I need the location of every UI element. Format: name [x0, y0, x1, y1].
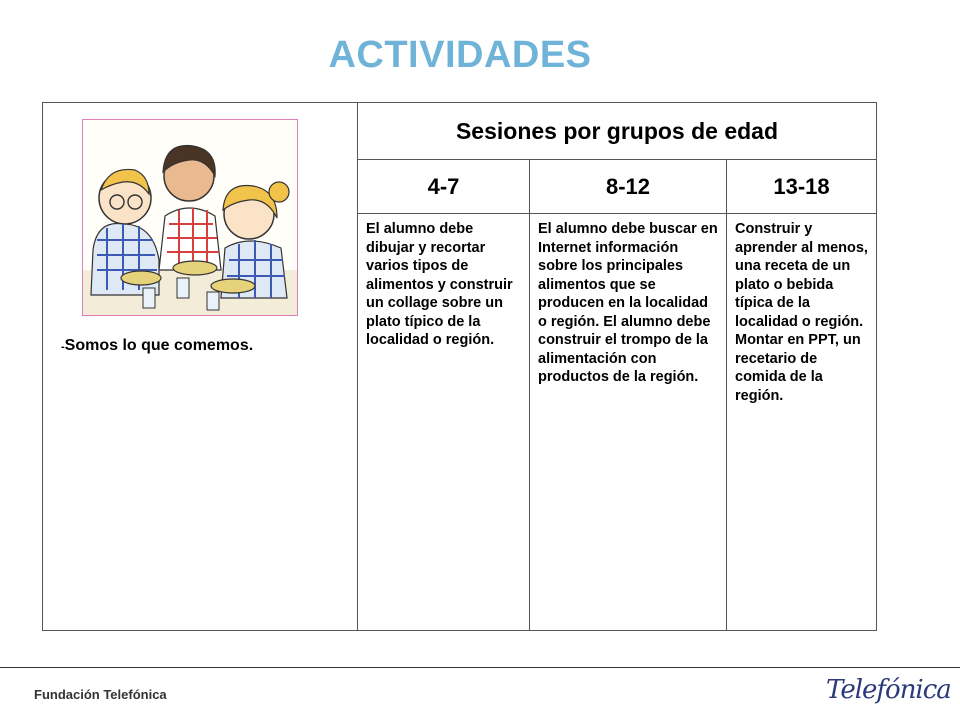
age-header-4-7: 4-7: [358, 160, 530, 214]
activities-table: [42, 102, 877, 631]
activity-4-7: El alumno debe dibujar y recortar varios tipos de alimentos y construir un collage sobre un plato típico de la localidad o región.: [358, 214, 530, 630]
image-caption: [61, 337, 253, 355]
left-column: [43, 103, 358, 630]
page-title: ACTIVIDADES: [328, 34, 592, 76]
children-eating-illustration: [82, 119, 298, 316]
caption-dash: -: [61, 341, 65, 353]
group-header: Sesiones por grupos de edad: [358, 103, 876, 160]
telefonica-logo: Telefónica: [826, 675, 951, 705]
footer-org: Fundación Telefónica: [34, 687, 167, 702]
age-header-13-18: 13-18: [727, 160, 876, 214]
footer-divider: [0, 667, 960, 668]
age-header-8-12: 8-12: [530, 160, 727, 214]
caption-text: Somos lo que comemos.: [64, 337, 254, 354]
activity-8-12: El alumno debe buscar en Internet información sobre los principales alimentos que se producen en la localidad o región. El alumno debe construir el trompo de la alimentación con productos de la región.: [530, 214, 727, 630]
activity-13-18: Construir y aprender al menos, una receta de un plato o bebida típica de la localidad o región. Montar en PPT, un recetario de comida de la región.: [735, 221, 868, 404]
